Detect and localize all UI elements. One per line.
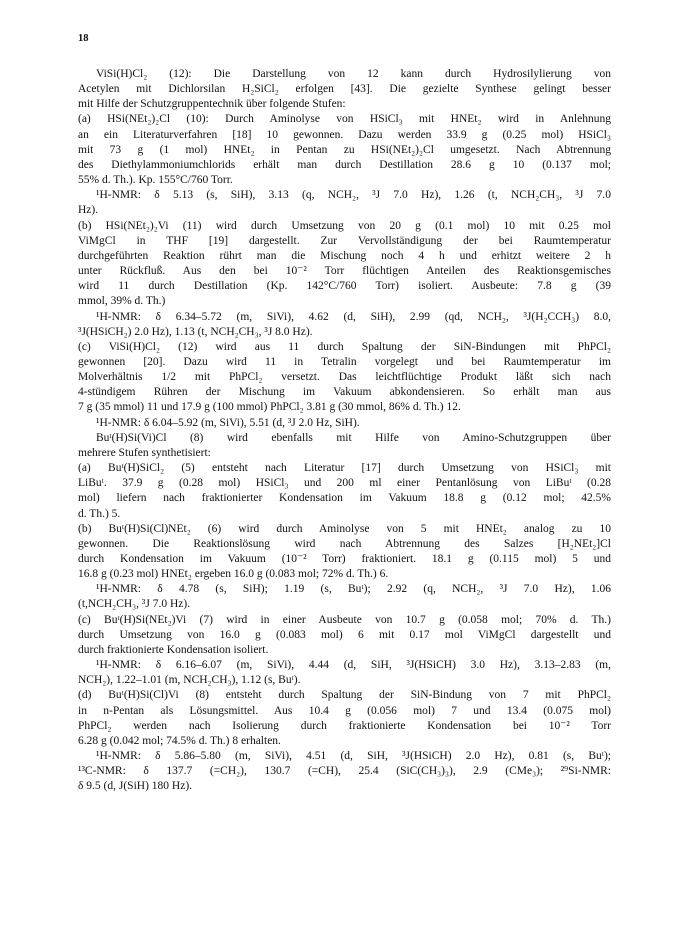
text-line: mol) liefern nach fraktionierter Kondensation im Vakuum 18.8 g (0.12 mol; 42.5% xyxy=(78,492,611,505)
page-number: 18 xyxy=(78,33,89,44)
text-line: gewonnen [20]. Dazu wird 11 in Tetralin vorgelegt und bei Raumtemperatur im xyxy=(78,355,611,368)
text-line: an ein Literaturverfahren [18] 10 gewonnen. Dazu werden 33.9 g (0.25 mol) HSiCl₃ xyxy=(78,128,611,141)
text-line: (a) HSi(NEt₂)₂Cl (10): Durch Aminolyse von HSiCl₃ mit HNEt₂ wird in Anlehnung xyxy=(78,113,611,126)
text-line: durchgeführten Reaktion rührt man die Mischung noch 4 h und erhitzt weitere 2 h xyxy=(78,249,611,262)
text-line: unter Rückfluß. Aus den bei 10⁻² Torr flüchtigen Anteilen des Reaktionsgemisches xyxy=(78,265,611,278)
text-line: mit 73 g (1 mol) HNEt₂ in Pentan zu HSi(NEt₂)₂Cl umgesetzt. Nach Abtrennung xyxy=(78,143,611,156)
text-line: des Diethylammoniumchlorids erhält man durch Destillation 28.6 g 10 (0.137 mol; xyxy=(78,158,611,171)
text-line: ³J(HSiCH₂) 2.0 Hz), 1.13 (t, NCH₂CH₃, ³J 8.0 Hz). xyxy=(78,325,313,338)
text-line: (c) Buᵗ(H)Si(NEt₂)Vi (7) wird in einer Ausbeute von 10.7 g (0.058 mol; 70% d. Th.) xyxy=(78,613,611,626)
text-line: mit Hilfe der Schutzgruppentechnik über folgende Stufen: xyxy=(78,98,346,111)
text-line: Acetylen mit Dichlorsilan H₂SiCl₂ erfolgen [43]. Die gezielte Synthese gelingt besser xyxy=(78,83,611,96)
text-line: ¹H-NMR: δ 6.04–5.92 (m, SiVi), 5.51 (d, ³J 2.0 Hz, SiH). xyxy=(96,416,360,429)
text-line: wird 11 durch Destillation (Kp. 142°C/760 Torr) isoliert. Ausbeute: 7.8 g (39 xyxy=(78,280,611,293)
text-line: Buᵗ(H)Si(Vi)Cl (8) wird ebenfalls mit Hilfe von Amino-Schutzgruppen über xyxy=(96,431,611,444)
text-line: NCH₂), 1.22–1.01 (m, NCH₂CH₃), 1.12 (s, Buᵗ). xyxy=(78,674,301,687)
text-line: 16.8 g (0.23 mol) HNEt₂ ergeben 16.0 g (0.083 mol; 72% d. Th.) 6. xyxy=(78,568,389,581)
text-line: durch Umsetzung von 16.0 g (0.083 mol) 6 mit 0.17 mol ViMgCl dargestellt und xyxy=(78,628,611,641)
text-line: (t,NCH₂CH₃, ³J 7.0 Hz). xyxy=(78,598,191,611)
text-line: PhPCl₂ werden nach Isolierung durch fraktionierte Kondensation bei 10⁻² Torr xyxy=(78,719,611,732)
text-line: ¹H-NMR: δ 6.16–6.07 (m, SiVi), 4.44 (d, SiH, ³J(HSiCH) 3.0 Hz), 3.13–2.83 (m, xyxy=(96,659,611,672)
text-line: 6.28 g (0.042 mol; 74.5% d. Th.) 8 erhalten. xyxy=(78,734,281,747)
text-line: ¹H-NMR: δ 4.78 (s, SiH); 1.19 (s, Buᵗ); 2.92 (q, NCH₂, ³J 7.0 Hz), 1.06 xyxy=(96,583,611,596)
body-text xyxy=(78,67,611,795)
text-line: (d) Buᵗ(H)Si(Cl)Vi (8) entsteht durch Spaltung der SiN-Bindung von 7 mit PhPCl₂ xyxy=(78,689,611,702)
text-line: ViSi(H)Cl₂ (12): Die Darstellung von 12 kann durch Hydrosilylierung von xyxy=(96,68,611,80)
text-line: ¹³C-NMR: δ 137.7 (=CH₂), 130.7 (=CH), 25.4 (SiC(CH₃)₃), 2.9 (CMe₃); ²⁹Si-NMR: xyxy=(78,765,611,778)
text-line: durch Kondensation im Vakuum (10⁻² Torr) fraktioniert. 18.1 g (0.115 mol) 5 und xyxy=(78,553,611,565)
text-line: ¹H-NMR: δ 6.34–5.72 (m, SiVi), 4.62 (d, SiH), 2.99 (qd, NCH₂, ³J(H₂CCH₃) 8.0, xyxy=(96,310,611,323)
text-line: (c) ViSi(H)Cl₂ (12) wird aus 11 durch Spaltung der SiN-Bindungen mit PhPCl₂ xyxy=(78,340,611,353)
text-line: mehrere Stufen synthetisiert: xyxy=(78,446,211,459)
text-line: 4-stündigem Rühren der Mischung im Vakuum abkondensieren. So erhält man aus xyxy=(78,386,611,399)
text-line: d. Th.) 5. xyxy=(78,507,121,520)
text-line: in n-Pentan als Lösungsmittel. Aus 10.4 g (0.056 mol) 7 und 13.4 (0.075 mol) xyxy=(78,704,611,717)
text-line: Molverhältnis 1/2 mit PhPCl₂ versetzt. Das leichtflüchtige Produkt läßt sich nach xyxy=(78,371,611,384)
text-line: ¹H-NMR: δ 5.86–5.80 (m, SiVi), 4.51 (d, SiH, ³J(HSiCH) 2.0 Hz), 0.81 (s, Buᵗ); xyxy=(96,750,611,763)
text-line: (b) HSi(NEt₂)₂Vi (11) wird durch Umsetzung von 20 g (0.1 mol) 10 mit 0.25 mol xyxy=(78,219,611,232)
text-line: 7 g (35 mmol) 11 und 17.9 g (100 mmol) PhPCl₂ 3.81 g (30 mmol, 86% d. Th.) 12. xyxy=(78,401,461,414)
text-line: durch fraktionierte Kondensation isoliert. xyxy=(78,643,269,656)
text-line: ¹H-NMR: δ 5.13 (s, SiH), 3.13 (q, NCH₂, ³J 7.0 Hz), 1.26 (t, NCH₂CH₃, ³J 7.0 xyxy=(96,189,611,202)
text-line: gewonnen. Die Reaktionslösung wird nach Abtrennung des Salzes [H₂NEt₂]Cl xyxy=(78,537,611,550)
text-line: (b) Buᵗ(H)Si(Cl)NEt₂ (6) wird durch Aminolyse von 5 mit HNEt₂ analog zu 10 xyxy=(78,522,611,535)
text-line: (a) Buᵗ(H)SiCl₂ (5) entsteht nach Literatur [17] durch Umsetzung von HSiCl₃ mit xyxy=(78,462,611,475)
text-line: mmol, 39% d. Th.) xyxy=(78,295,166,308)
text-line: δ 9.5 (d, J(SiH) 180 Hz). xyxy=(78,780,193,793)
text-line: ViMgCl in THF [19] dargestellt. Zur Vervollständigung der bei Raumtemperatur xyxy=(78,234,611,247)
text-line: 55% d. Th.). Kp. 155°C/760 Torr. xyxy=(78,174,233,187)
text-line: LiBuᵗ. 37.9 g (0.28 mol) HSiCl₃ und 200 ml einer Pentanlösung von LiBuᵗ (0.28 xyxy=(78,477,611,490)
text-line: Hz). xyxy=(78,204,99,217)
